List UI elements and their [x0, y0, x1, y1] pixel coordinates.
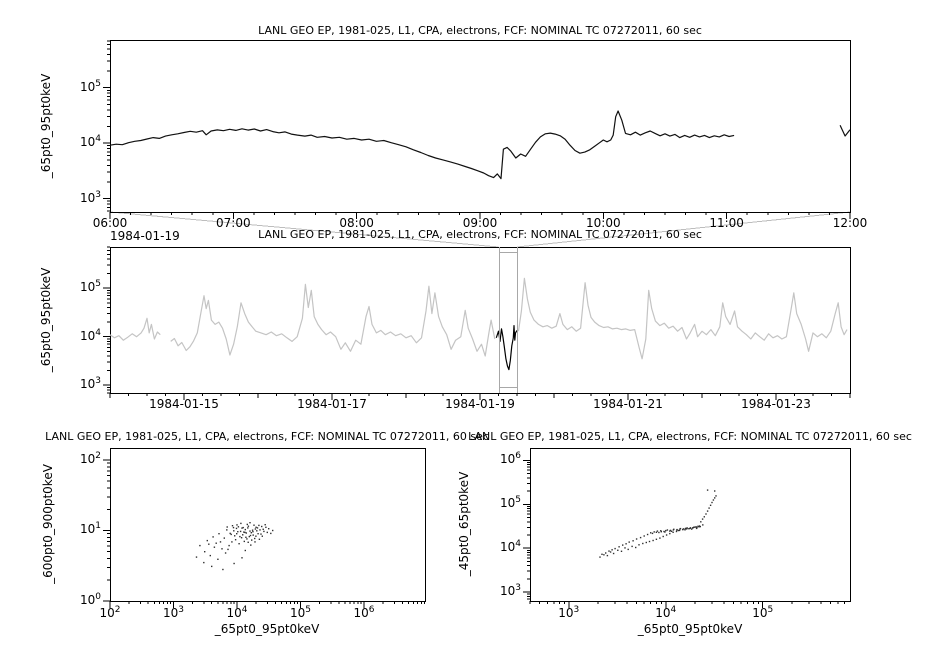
scatter-right-chart-title: LANL GEO EP, 1981-025, L1, CPA, electrons, FCF: NOMINAL TC 07272011, 60 sec — [468, 430, 912, 443]
x-tick-label: 1984-01-23 — [741, 397, 811, 411]
selection-box[interactable] — [500, 247, 518, 393]
x-tick-label: $10^6$ — [353, 605, 375, 620]
x-tick-label: 10:00 — [586, 216, 621, 230]
x-tick-label: 07:00 — [216, 216, 251, 230]
x-tick-label: $10^2$ — [99, 605, 121, 620]
context-flux-a-line — [110, 318, 160, 340]
scatter-right-x-axis-label: _65pt0_95pt0keV — [637, 622, 743, 636]
top-chart-title: LANL GEO EP, 1981-025, L1, CPA, electrons, FCF: NOMINAL TC 07272011, 60 sec — [258, 24, 702, 37]
scatter-left-chart-title: LANL GEO EP, 1981-025, L1, CPA, electrons, FCF: NOMINAL TC 07272011, 60 sec — [45, 430, 489, 443]
x-tick-label: $10^5$ — [752, 605, 774, 620]
x-tick-label: $10^5$ — [290, 605, 312, 620]
y-tick-label: $10^0$ — [79, 592, 101, 607]
y-tick-label: $10^2$ — [79, 450, 101, 466]
context-chart-y-axis-label: _65pt0_95pt0keV — [39, 267, 53, 373]
x-tick-label: $10^3$ — [558, 605, 580, 620]
y-tick-label: $10^1$ — [79, 521, 101, 537]
x-tick-label: 1984-01-21 — [593, 397, 663, 411]
y-tick-label: $10^3$ — [499, 583, 521, 599]
plot-frame — [111, 449, 426, 602]
x-tick-label: 09:00 — [462, 216, 498, 230]
x-tick-label: 11:00 — [709, 216, 744, 230]
y-tick-label: $10^4$ — [79, 327, 101, 343]
electron-flux-line — [110, 111, 734, 179]
y-tick-label: $10^5$ — [499, 495, 521, 511]
x-tick-label: $10^4$ — [655, 605, 677, 620]
x-tick-label: $10^3$ — [162, 605, 184, 620]
plot-frame — [111, 41, 851, 213]
x-tick-label: 06:00 — [92, 216, 128, 230]
x-tick-label: 1984-01-15 — [149, 397, 219, 411]
top-chart-date-label: 1984-01-19 — [110, 229, 180, 243]
scatter-left-x-axis-label: _65pt0_95pt0keV — [214, 622, 320, 636]
x-tick-label: 08:00 — [339, 216, 374, 230]
x-tick-label: 1984-01-17 — [297, 397, 367, 411]
context-flux-b-line — [171, 284, 495, 356]
y-tick-label: $10^3$ — [79, 189, 101, 205]
scatter-points — [599, 489, 716, 557]
y-tick-label: $10^5$ — [79, 279, 101, 295]
top-chart-y-axis-label: _65pt0_95pt0keV — [39, 73, 53, 179]
y-tick-label: $10^4$ — [499, 539, 521, 555]
scatter-right-y-axis-label: _45pt0_65pt0keV — [457, 471, 471, 577]
x-tick-label: 12:00 — [832, 216, 868, 230]
context-flux-c-line — [519, 278, 848, 359]
scatter-left-y-axis-label: _600pt0_900pt0keV — [41, 464, 55, 584]
plot-frame — [111, 248, 851, 394]
context-chart-title: LANL GEO EP, 1981-025, L1, CPA, electrons, FCF: NOMINAL TC 07272011, 60 sec — [258, 228, 702, 241]
y-tick-label: $10^3$ — [79, 376, 101, 392]
electron-flux-late-segment-line — [840, 125, 850, 136]
y-tick-label: $10^4$ — [79, 134, 101, 150]
x-tick-label: 1984-01-19 — [445, 397, 515, 411]
y-tick-label: $10^6$ — [499, 451, 521, 467]
y-tick-label: $10^5$ — [79, 78, 101, 94]
x-tick-label: $10^4$ — [226, 605, 248, 620]
plot-frame — [531, 449, 851, 602]
scatter-points — [196, 522, 274, 570]
